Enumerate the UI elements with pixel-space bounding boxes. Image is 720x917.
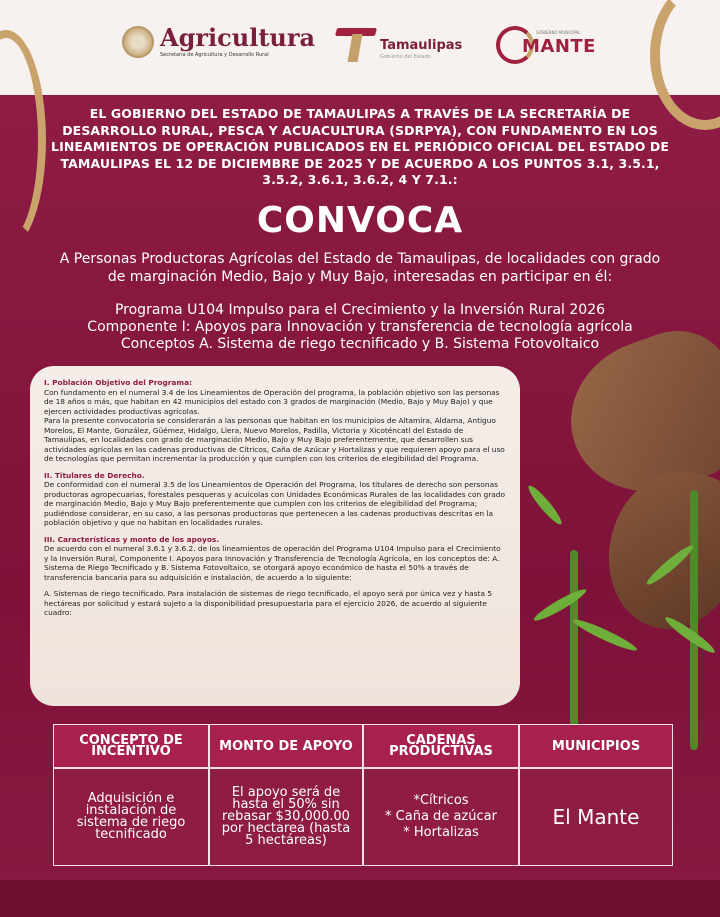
- mante-title: MANTE: [522, 36, 596, 57]
- cadena-hortalizas: * Hortalizas: [403, 825, 479, 840]
- agricultura-logo: [122, 23, 316, 58]
- agricultura-title: Agricultura: [160, 23, 316, 52]
- program-line-3: Conceptos A. Sistema de riego tecnificado y B. Sistema Fotovoltaico: [120, 336, 600, 352]
- leaf-5: [525, 483, 565, 528]
- section-2-title: II. Titulares de Derecho.: [44, 470, 145, 480]
- table-cell-cadenas: [363, 768, 519, 866]
- convoca-heading: CONVOCA: [256, 200, 464, 241]
- section-2-p1: De conformidad con el numeral 3.5 de los Lineamientos de Operación del Programa, los titulares de derecho son personas productoras agropecuarias, forestales pesqueras y acuícolas con Unidades Económicas Rurales de las localidades con grado de marginación Medio, Bajo y Muy Bajo preferentemente que cumplen con los criterios de elegibilidad del Programa; pudiéndose considerar, en su caso, a las personas productoras que pertenecen a las cadenas productivas descritas en la población objetivo y que no habitan en localidades rurales.: [44, 480, 506, 527]
- section-1-p2: Para la presente convocatoria se considerarán a las personas que habitan en los municipios de Altamira, Aldama, Antiguo Morelos, El Mante, González, Güémez, Hidalgo, Llera, Nuevo Morelos, Padilla, Victoria y Xicoténcatl del Estado de Tamaulipas, en localidades con grado de marginación Medio, Bajo y Muy Bajo preferentemente, que desarrollen sus actividades agrícolas en las cadenas productivas de Cítricos, Caña de Azúcar y Hortalizas y que requieren apoyo para el uso de tecnologías que permitan incrementar la producción y que cumplen con los criterios de elegibilidad del Programa.: [44, 416, 505, 463]
- table-header-cadenas: CADENAS PRODUCTIVAS: [363, 724, 519, 768]
- mante-logo: [496, 26, 600, 64]
- section-3-title: III. Características y monto de los apoyos.: [44, 534, 220, 544]
- program-line-2: Componente I: Apoyos para Innovación y transferencia de tecnología agrícola: [87, 319, 633, 335]
- table-header-concepto: CONCEPTO DE INCENTIVO: [53, 724, 209, 768]
- section-1-p1: Con fundamento en el numeral 3.4 de los Lineamientos de Operación del programa, la población objetivo son las personas de 18 años o más, que habitan en 42 municipios del estado con 3 grados de marginación (Medio, Bajo y Muy Bajo) y que ejercen actividades productivas agrícolas.: [44, 387, 500, 416]
- program-line-1: Programa U104 Impulso para el Crecimiento y la Inversión Rural 2026: [114, 302, 606, 318]
- mante-subtitle: GOBIERNO MUNICIPAL: [536, 30, 581, 35]
- tamaulipas-title: Tamaulipas: [380, 38, 463, 53]
- table-cell-municipios: El Mante: [519, 768, 673, 866]
- table-header-monto: MONTO DE APOYO: [209, 724, 363, 768]
- section-3-p2: A. Sistemas de riego tecnificado. Para instalación de sistemas de riego tecnificado, el apoyo será por única vez y hasta 5 hectáreas por solicitud y estará sujeto a la disponibilidad presupuestaria para el ejercicio 2026, de acuerdo al siguiente cuadro:: [44, 589, 493, 617]
- cadena-cana: * Caña de azúcar: [385, 809, 497, 824]
- corn-plant-2: [690, 490, 698, 750]
- tamaulipas-logo: [336, 24, 462, 64]
- support-table: [53, 724, 673, 866]
- details-textbox: [30, 366, 520, 706]
- mexico-seal-icon: [122, 26, 154, 58]
- intro-text: EL GOBIERNO DEL ESTADO DE TAMAULIPAS A TRAVÉS DE LA SECRETARÍA DE DESARROLLO RURAL, PESCA Y ACUACULTURA (SDRPYA), CON FUNDAMENTO EN LOS LINEAMIENTOS DE OPERACIÓN PUBLICADOS EN EL PERIÓDICO OFICIAL DEL ESTADO DE TAMAULIPAS EL 12 DE DICIEMBRE DE 2025 Y DE ACUERDO A LOS PUNTOS 3.1, 3.5.1, 3.5.2, 3.6.1, 3.6.2, 4 Y 7.1.:: [51, 106, 669, 187]
- table-cell-monto: El apoyo será de hasta el 50% sin rebasar $30,000.00 por hectarea (hasta 5 hectáreas): [209, 768, 363, 866]
- leaf-1: [532, 586, 589, 625]
- cadena-citricos: *Cítricos: [413, 793, 469, 808]
- corn-plant-1: [570, 550, 578, 750]
- agricultura-subtitle: Secretaría de Agricultura y Desarrollo Rural: [160, 52, 269, 58]
- hands-plants-image: [510, 300, 720, 750]
- table-cell-concepto: Adquisición e instalación de sistema de riego tecnificado: [53, 768, 209, 866]
- tamaulipas-mark-icon: [336, 24, 376, 64]
- section-1-title: I. Población Objetivo del Programa:: [44, 378, 193, 387]
- bottom-band: [0, 880, 720, 917]
- table-header-municipios: MUNICIPIOS: [519, 724, 673, 768]
- header-bar: [0, 0, 720, 95]
- hand-lower: [592, 456, 720, 644]
- section-3-p1: De acuerdo con el numeral 3.6.1 y 3.6.2. de los lineamientos de operación del Programa U104 Impulso para el Crecimiento y la Inversión Rural, Componente I. Apoyos para Innovación y Transferencia de Tecnología Agrícola, en los conceptos de: A. Sistema de Riego Tecnificado y B. Sistema Fotovoltaico, se otorgará apoyo económico de hasta el 50% a través de transferencia bancaria para su adquisición e instalación, de acuerdo a lo siguiente:: [44, 544, 501, 582]
- leaf-2: [571, 616, 639, 655]
- audience-paragraph: A Personas Productoras Agrícolas del Estado de Tamaulipas, de localidades con grado de marginación Medio, Bajo y Muy Bajo, interesadas en participar en él:: [59, 251, 661, 285]
- tamaulipas-subtitle: Gobierno del Estado: [380, 54, 431, 60]
